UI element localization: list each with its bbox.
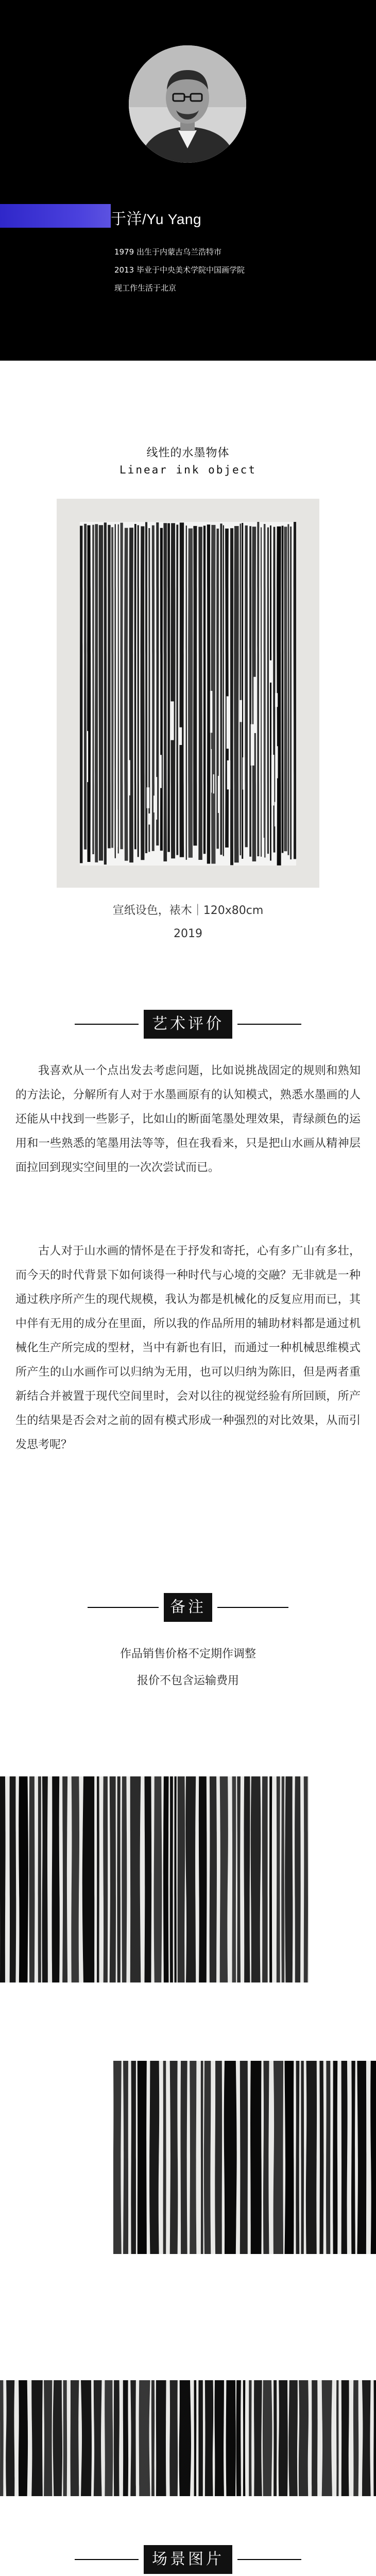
ink-gap xyxy=(116,809,117,847)
detail-image-2 xyxy=(113,2061,376,2254)
artist-bio xyxy=(114,243,245,297)
ink-stroke xyxy=(288,2380,298,2496)
ink-stroke xyxy=(204,2061,211,2254)
detail-ink-strokes-2 xyxy=(113,2061,376,2254)
ink-gap xyxy=(263,838,264,866)
ink-stroke xyxy=(243,2380,245,2496)
ink-stroke xyxy=(245,526,248,847)
ink-stroke xyxy=(154,1776,162,1982)
ink-stroke xyxy=(226,2380,236,2496)
bio-line: 现工作生活于北京 xyxy=(114,283,177,293)
ink-stroke xyxy=(103,1776,108,1982)
ink-stroke xyxy=(341,2061,348,2254)
ink-stroke xyxy=(160,528,163,851)
ink-stroke xyxy=(237,1776,241,1982)
artist-portrait xyxy=(129,45,246,163)
ink-stroke xyxy=(141,527,145,860)
ink-stroke xyxy=(262,1776,268,1982)
artwork-material: 宣纸设色，裱木｜120x80cm xyxy=(112,904,264,917)
ink-gap xyxy=(213,774,214,793)
heading-rule-left xyxy=(75,1024,139,1025)
ink-stroke xyxy=(81,2380,92,2496)
ink-stroke xyxy=(123,2380,128,2496)
notes-heading-label: 备注 xyxy=(164,1593,212,1622)
ink-stroke xyxy=(270,526,271,861)
detail-image-3 xyxy=(0,2380,376,2496)
heading-rule-right xyxy=(237,2559,301,2560)
ink-stroke xyxy=(351,2061,355,2254)
ink-stroke xyxy=(163,1776,169,1982)
ink-stroke xyxy=(38,1776,41,1982)
ink-stroke xyxy=(333,2061,337,2254)
ink-stroke xyxy=(80,526,82,863)
ink-stroke xyxy=(198,527,202,859)
ink-stroke xyxy=(370,2061,376,2254)
ink-stroke xyxy=(224,2061,237,2254)
ink-stroke xyxy=(240,523,241,855)
ink-stroke xyxy=(0,1776,6,1982)
ink-stroke xyxy=(290,527,292,859)
ink-stroke xyxy=(319,2061,323,2254)
notes-heading xyxy=(0,1593,376,1622)
review-paragraph-1: 我喜欢从一个点出发去考虑问题，比如说挑战固定的规则和熟知的方法论，分解所有人对于水墨画原有的认知模式，熟悉水墨画的人还能从中找到一些影子，比如山的断面笔墨处理效果，青绿颜色的运用和一些熟悉的笔墨用法等等，但在我看来，只是把山水画从精神层面拉回到现实空间里的一次次尝试而已。 xyxy=(15,1064,361,1174)
ink-gap xyxy=(227,696,230,749)
bio-line: 2013 毕业于中央美术学院中国画学院 xyxy=(114,265,245,275)
ink-stroke xyxy=(19,1776,28,1982)
ink-stroke xyxy=(84,524,87,850)
ink-stroke xyxy=(285,1776,293,1982)
ink-stroke xyxy=(199,1776,207,1982)
ink-stroke xyxy=(163,2061,166,2254)
ink-stroke xyxy=(163,523,167,861)
heading-rule-right xyxy=(217,1607,288,1608)
scene-heading-label: 场景图片 xyxy=(144,2545,232,2574)
ink-stroke xyxy=(170,1776,173,1982)
ink-stroke xyxy=(167,523,170,852)
ink-gap xyxy=(271,755,275,805)
ink-stroke xyxy=(29,1776,35,1982)
ink-stroke xyxy=(6,2380,14,2496)
ink-stroke xyxy=(120,523,123,850)
artwork-canvas xyxy=(80,522,296,866)
ink-stroke xyxy=(19,2380,28,2496)
ink-stroke xyxy=(188,529,193,858)
ink-gap xyxy=(243,757,245,790)
ink-gap xyxy=(227,760,230,789)
ink-stroke xyxy=(111,527,113,848)
ink-stroke xyxy=(108,525,111,849)
ink-stroke xyxy=(261,527,262,856)
ink-stroke xyxy=(122,1776,127,1982)
ink-gap xyxy=(218,776,219,813)
ink-stroke xyxy=(249,526,251,857)
heading-rule-left xyxy=(75,2559,139,2560)
ink-stroke xyxy=(62,1776,67,1982)
note-line: 报价不包含运输费用 xyxy=(136,1674,239,1687)
ink-stroke xyxy=(295,1776,300,1982)
ink-stroke xyxy=(357,2061,366,2254)
ink-stroke xyxy=(181,2061,187,2254)
artwork-ink-strokes xyxy=(80,522,296,866)
ink-stroke xyxy=(284,527,287,851)
detail-image-1 xyxy=(0,1776,309,1982)
review-paragraph-2: 古人对于山水画的情怀是在于抒发和寄托，心有多广山有多壮，而今天的时代背景下如何谈得一种时代与心境的交融？无非就是一种通过秩序所产生的现代规模，我认为都是机械化的反复应用而已，其中伴有无用的成分在里面，所以我的作品所用的辅助材料都是通过机械化生产所完成的型材，当中有新也有旧，而通过一种机械思维模式所产生的山水画作可以归纳为无用，也可以归纳为陈旧，但是两者重新结合并被置于现代空间里时，会对以往的视觉经验有所回顾，所产生的结果是否会对之前的固有模式形成一种强烈的对比效果，从而引发思考呢？ xyxy=(15,1245,361,1451)
ink-stroke xyxy=(52,1776,60,1982)
ink-stroke xyxy=(279,2380,288,2496)
ink-stroke xyxy=(198,2380,203,2496)
ink-stroke xyxy=(71,2380,79,2496)
artist-name-cn: 于洋 xyxy=(111,211,142,228)
ink-stroke xyxy=(139,2380,150,2496)
artist-header xyxy=(0,0,376,361)
ink-stroke xyxy=(194,2380,197,2496)
ink-stroke xyxy=(193,526,197,846)
ink-stroke xyxy=(144,1776,151,1982)
ink-stroke xyxy=(170,523,175,858)
ink-stroke xyxy=(201,2061,203,2254)
ink-stroke xyxy=(294,522,296,859)
ink-gap xyxy=(155,777,157,820)
ink-stroke xyxy=(129,528,133,862)
ink-stroke xyxy=(232,1776,236,1982)
ink-gap xyxy=(179,727,182,745)
ink-stroke xyxy=(117,1776,120,1982)
artwork-image xyxy=(57,499,319,888)
ink-stroke xyxy=(242,523,243,859)
ink-stroke xyxy=(95,524,98,862)
ink-stroke xyxy=(215,2061,222,2254)
heading-rule-right xyxy=(237,1024,301,1025)
ink-stroke xyxy=(131,2061,136,2254)
ink-stroke xyxy=(97,1776,99,1982)
ink-stroke xyxy=(282,526,284,853)
artwork-title-cn: 线性的水墨物体 xyxy=(146,447,230,460)
ink-stroke xyxy=(82,1776,94,1982)
ink-stroke xyxy=(274,2380,277,2496)
ink-stroke xyxy=(234,526,238,862)
artist-name-bar xyxy=(0,204,376,228)
ink-stroke xyxy=(225,529,229,848)
scene-heading xyxy=(0,2545,376,2574)
ink-stroke xyxy=(312,2380,317,2496)
bio-line: 1979 出生于内蒙古乌兰浩特市 xyxy=(114,247,221,257)
ink-stroke xyxy=(257,522,259,856)
ink-gap xyxy=(211,749,212,793)
ink-stroke xyxy=(151,2380,155,2496)
ink-stroke xyxy=(277,1776,280,1982)
ink-gap xyxy=(275,693,278,707)
ink-stroke xyxy=(326,2061,330,2254)
ink-stroke xyxy=(10,1776,16,1982)
ink-stroke xyxy=(203,526,206,854)
ink-stroke xyxy=(124,528,128,861)
ink-stroke xyxy=(240,2061,248,2254)
ink-stroke xyxy=(130,1776,141,1982)
ink-stroke xyxy=(92,525,94,854)
ink-gap xyxy=(269,660,272,683)
ink-stroke xyxy=(176,524,178,855)
ink-stroke xyxy=(306,2061,317,2254)
ink-stroke xyxy=(94,2380,102,2496)
ink-stroke xyxy=(134,524,136,849)
ink-stroke xyxy=(105,2380,113,2496)
review-heading xyxy=(0,1010,376,1039)
ink-stroke xyxy=(123,2061,128,2254)
ink-stroke xyxy=(207,524,211,863)
ink-stroke xyxy=(322,2380,332,2496)
artist-name-en: Yu Yang xyxy=(146,211,202,227)
ink-stroke xyxy=(263,2061,269,2254)
ink-stroke xyxy=(210,1776,217,1982)
ink-gap xyxy=(170,701,174,740)
ink-stroke xyxy=(179,522,184,857)
ink-stroke xyxy=(44,2380,52,2496)
ink-stroke xyxy=(373,2380,376,2496)
ink-stroke xyxy=(110,1776,116,1982)
portrait-illustration xyxy=(129,45,246,163)
ink-stroke xyxy=(186,526,187,860)
ink-stroke xyxy=(362,2380,371,2496)
ink-gap xyxy=(277,746,278,778)
ink-stroke xyxy=(304,1776,308,1982)
ink-stroke xyxy=(251,1776,261,1982)
ink-stroke xyxy=(31,2380,42,2496)
ink-stroke xyxy=(99,525,104,860)
ink-stroke xyxy=(267,528,269,854)
ink-stroke xyxy=(138,2061,147,2254)
ink-stroke xyxy=(114,2380,119,2496)
artwork-title-en: Linear ink object xyxy=(119,464,257,476)
ink-stroke xyxy=(104,522,107,865)
accent-stripe xyxy=(0,204,111,228)
ink-stroke xyxy=(115,524,116,858)
ink-stroke xyxy=(296,2061,299,2254)
ink-stroke xyxy=(353,2380,358,2496)
artwork-year: 2019 xyxy=(174,927,202,940)
ink-stroke xyxy=(71,1776,79,1982)
ink-stroke xyxy=(130,2380,136,2496)
ink-stroke xyxy=(178,1776,185,1982)
ink-stroke xyxy=(254,2380,262,2496)
ink-stroke xyxy=(244,1776,250,1982)
ink-stroke xyxy=(170,2061,178,2254)
ink-stroke xyxy=(215,2380,224,2496)
ink-gap xyxy=(253,677,256,733)
ink-stroke xyxy=(174,1776,176,1982)
detail-ink-strokes-3 xyxy=(0,2380,376,2496)
ink-stroke xyxy=(190,2061,196,2254)
ink-stroke xyxy=(138,525,139,857)
ink-stroke xyxy=(236,2380,241,2496)
ink-stroke xyxy=(220,523,222,855)
ink-stroke xyxy=(118,524,119,854)
ink-stroke xyxy=(205,2380,213,2496)
ink-stroke xyxy=(269,1776,272,1982)
ink-gap xyxy=(160,755,162,788)
ink-gap xyxy=(210,691,212,733)
ink-stroke xyxy=(285,2061,294,2254)
ink-stroke xyxy=(301,2061,304,2254)
ink-stroke xyxy=(113,2061,122,2254)
ink-stroke xyxy=(149,2061,159,2254)
ink-stroke xyxy=(341,2380,349,2496)
ink-gap xyxy=(87,731,89,782)
ink-stroke xyxy=(264,524,266,858)
ink-stroke xyxy=(87,526,91,862)
ink-stroke xyxy=(230,528,233,865)
ink-stroke xyxy=(42,1776,48,1982)
ink-stroke xyxy=(63,2380,67,2496)
ink-stroke xyxy=(0,2380,4,2496)
ink-stroke xyxy=(53,2380,62,2496)
ink-stroke xyxy=(220,1776,228,1982)
ink-gap xyxy=(148,814,151,825)
ink-stroke xyxy=(250,2061,262,2254)
ink-stroke xyxy=(169,2380,178,2496)
ink-stroke xyxy=(287,524,289,855)
ink-stroke xyxy=(336,2380,338,2496)
ink-stroke xyxy=(281,1776,284,1982)
ink-stroke xyxy=(263,2380,272,2496)
ink-stroke xyxy=(179,2380,191,2496)
detail-ink-strokes-1 xyxy=(0,1776,309,1982)
ink-gap xyxy=(128,760,130,795)
ink-gap xyxy=(240,700,242,722)
ink-stroke xyxy=(223,525,224,856)
review-heading-label: 艺术评价 xyxy=(144,1010,232,1039)
ink-stroke xyxy=(299,2380,309,2496)
ink-stroke xyxy=(249,2380,251,2496)
ink-stroke xyxy=(185,1776,196,1982)
ink-gap xyxy=(147,787,149,808)
artist-name: 于洋/Yu Yang xyxy=(111,211,202,228)
ink-stroke xyxy=(156,2380,166,2496)
ink-gap xyxy=(275,802,276,827)
ink-stroke xyxy=(274,2061,283,2254)
note-line: 作品销售价格不定期作调整 xyxy=(119,1648,256,1660)
heading-rule-left xyxy=(88,1607,159,1608)
